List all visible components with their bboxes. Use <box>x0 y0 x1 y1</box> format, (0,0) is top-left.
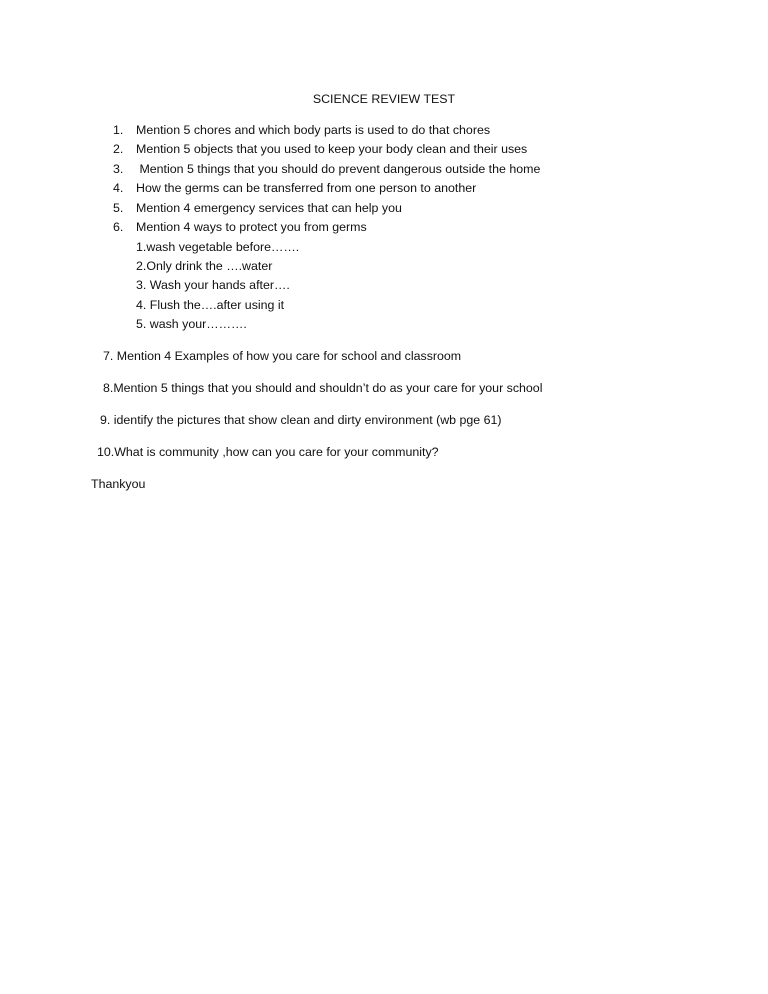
sub-item-2: 2.Only drink the ….water <box>136 259 273 273</box>
question-text: Mention 4 emergency services that can help you <box>136 201 402 215</box>
closing-text: Thankyou <box>91 477 146 491</box>
question-text: Mention 5 chores and which body parts is used to do that chores <box>136 123 491 137</box>
sub-item-5: 5. wash your………. <box>136 317 247 331</box>
question-10: 10.What is community ,how can you care for your community? <box>97 445 439 459</box>
question-text: Mention 5 things that you should do prevent dangerous outside the home <box>136 162 541 176</box>
question-number: 3. <box>113 162 124 176</box>
question-number: 5. <box>113 201 124 215</box>
sub-item-1: 1.wash vegetable before……. <box>136 240 300 254</box>
question-8: 8.Mention 5 things that you should and shouldn’t do as your care for your school <box>103 381 543 395</box>
question-number: 1. <box>113 123 124 137</box>
question-7: 7. Mention 4 Examples of how you care for school and classroom <box>103 349 462 363</box>
question-text: Mention 5 objects that you used to keep your body clean and their uses <box>136 142 528 156</box>
question-text: How the germs can be transferred from one person to another <box>136 181 477 195</box>
sub-item-3: 3. Wash your hands after…. <box>136 278 290 292</box>
document-title: SCIENCE REVIEW TEST <box>312 92 456 106</box>
question-number: 2. <box>113 142 124 156</box>
sub-item-4: 4. Flush the….after using it <box>136 298 285 312</box>
question-number: 6. <box>113 220 124 234</box>
question-9: 9. identify the pictures that show clean and dirty environment (wb pge 61) <box>100 413 502 427</box>
question-text: Mention 4 ways to protect you from germs <box>136 220 367 234</box>
question-number: 4. <box>113 181 124 195</box>
